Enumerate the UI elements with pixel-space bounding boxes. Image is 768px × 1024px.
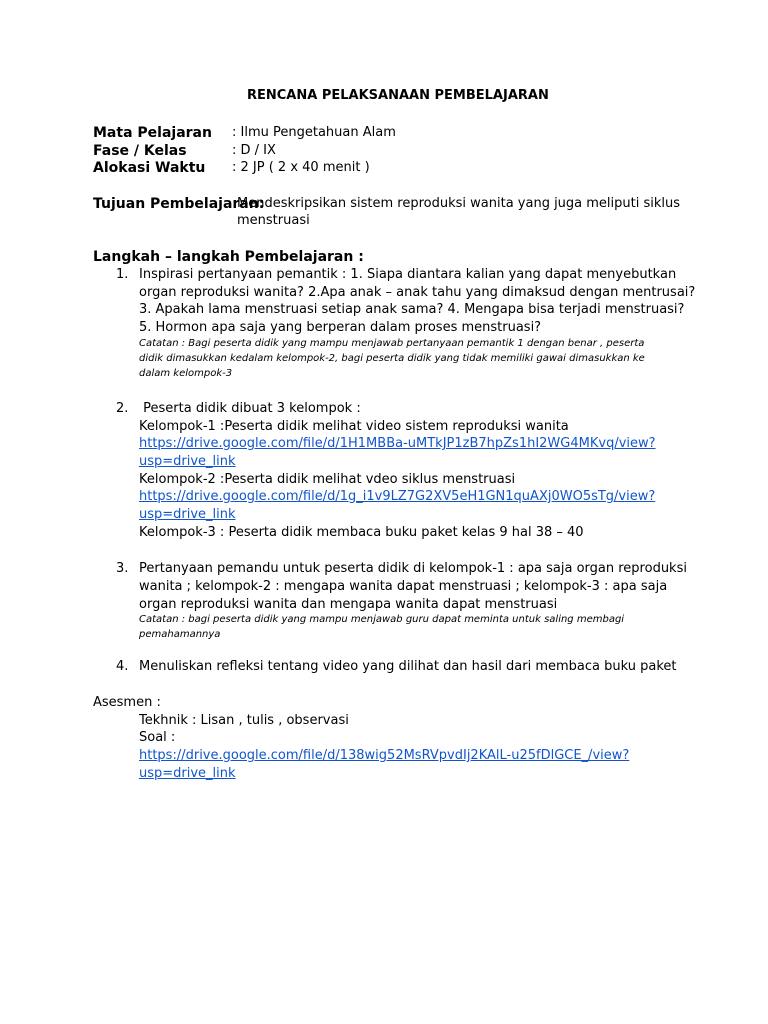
mata-pelajaran-label: Mata Pelajaran bbox=[93, 125, 212, 141]
step-text-line: 3. Apakah lama menstruasi setiap anak sama? 4. Mengapa bisa terjadi menstruasi? bbox=[139, 302, 685, 317]
fase-value: : D / IX bbox=[232, 143, 276, 158]
asesmen-soal-link[interactable]: usp=drive_link bbox=[139, 766, 236, 781]
tujuan-text-line: Mendeskripsikan sistem reproduksi wanita yang juga meliputi siklus bbox=[237, 196, 681, 211]
step-text-line: Pertanyaan pemandu untuk peserta didik di kelompok-1 : apa saja organ reproduksi bbox=[139, 561, 687, 576]
kelompok-1-link[interactable]: https://drive.google.com/file/d/1H1MBBa-uMTkJP1zB7hpZs1hI2WG4MKvq/view? bbox=[139, 436, 656, 451]
step-text-line: Menuliskan refleksi tentang video yang dilihat dan hasil dari membaca buku paket bbox=[139, 659, 677, 674]
kelompok-1-link[interactable]: usp=drive_link bbox=[139, 454, 236, 469]
step-note-line: pemahamannya bbox=[139, 629, 221, 640]
tujuan-label: Tujuan Pembelajaran: bbox=[93, 196, 265, 212]
step-number: 2. bbox=[116, 401, 129, 416]
kelompok-2-link[interactable]: https://drive.google.com/file/d/1g_i1v9LZ7G2XV5eH1GN1quAXj0WO5sTg/view? bbox=[139, 489, 656, 504]
step-note-line: Catatan : bagi peserta didik yang mampu menjawab guru dapat meminta untuk saling membagi bbox=[139, 614, 625, 625]
mata-pelajaran-value: : Ilmu Pengetahuan Alam bbox=[232, 125, 396, 140]
langkah-heading: Langkah – langkah Pembelajaran : bbox=[93, 249, 364, 265]
document-title: RENCANA PELAKSANAAN PEMBELAJARAN bbox=[247, 88, 549, 103]
step-note-line: dalam kelompok-3 bbox=[139, 368, 233, 379]
step-number: 1. bbox=[116, 267, 129, 282]
kelompok-2-link[interactable]: usp=drive_link bbox=[139, 507, 236, 522]
step-text-line: 5. Hormon apa saja yang berperan dalam proses menstruasi? bbox=[139, 320, 542, 335]
asesmen-label: Asesmen : bbox=[93, 695, 161, 710]
fase-label: Fase / Kelas bbox=[93, 143, 187, 159]
step-note-line: Catatan : Bagi peserta didik yang mampu menjawab pertanyaan pemantik 1 dengan benar , peserta bbox=[139, 338, 645, 349]
step-intro: Peserta didik dibuat 3 kelompok : bbox=[139, 401, 361, 416]
asesmen-teknik: Tekhnik : Lisan , tulis , observasi bbox=[139, 713, 349, 728]
step-note-line: didik dimasukkan kedalam kelompok-2, bagi peserta didik yang tidak memiliki gawai dimasukkan ke bbox=[139, 353, 645, 364]
step-number: 4. bbox=[116, 659, 129, 674]
step-text-line: wanita ; kelompok-2 : mengapa wanita dapat menstruasi ; kelompok-3 : apa saja bbox=[139, 579, 668, 594]
kelompok-1-text: Kelompok-1 :Peserta didik melihat video sistem reproduksi wanita bbox=[139, 419, 569, 434]
asesmen-soal-link[interactable]: https://drive.google.com/file/d/138wig52MsRVpvdIj2KAlL-u25fDlGCE_/view? bbox=[139, 748, 630, 763]
tujuan-text-line: menstruasi bbox=[237, 213, 310, 228]
step-number: 3. bbox=[116, 561, 129, 576]
kelompok-2-text: Kelompok-2 :Peserta didik melihat vdeo siklus menstruasi bbox=[139, 472, 516, 487]
step-text-line: Inspirasi pertanyaan pemantik : 1. Siapa diantara kalian yang dapat menyebutkan bbox=[139, 267, 677, 282]
step-text-line: organ reproduksi wanita dan mengapa wanita dapat menstruasi bbox=[139, 597, 558, 612]
asesmen-soal-label: Soal : bbox=[139, 730, 176, 745]
alokasi-value: : 2 JP ( 2 x 40 menit ) bbox=[232, 160, 370, 175]
step-text-line: organ reproduksi wanita? 2.Apa anak – anak tahu yang dimaksud dengan mentrusai? bbox=[139, 285, 696, 300]
kelompok-3-text: Kelompok-3 : Peserta didik membaca buku paket kelas 9 hal 38 – 40 bbox=[139, 525, 584, 540]
alokasi-label: Alokasi Waktu bbox=[93, 160, 206, 176]
